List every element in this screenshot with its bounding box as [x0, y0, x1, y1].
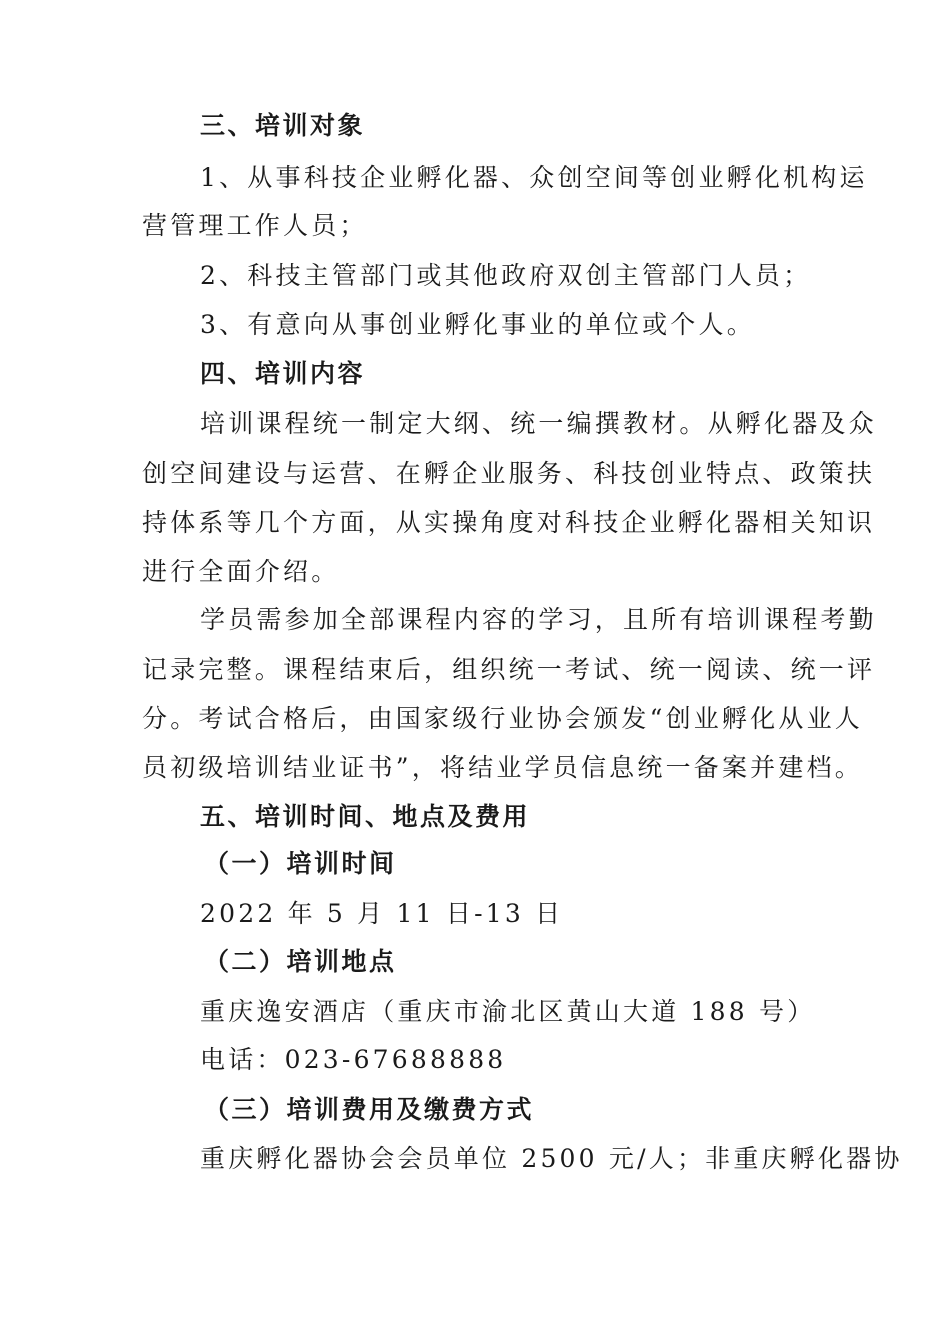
section-3-item-3: 3、有意向从事创业孵化事业的单位或个人。	[200, 310, 755, 339]
section-5-heading: 五、培训时间、地点及费用	[200, 802, 531, 831]
section-3-item-1-line-1: 1、从事科技企业孵化器、众创空间等创业孵化机构运	[200, 163, 868, 192]
section-4-heading: 四、培训内容	[200, 359, 366, 388]
section-4-para-2-line-2: 记录完整。课程结束后，组织统一考试、统一阅读、统一评	[142, 655, 876, 684]
section-5-sub-1-heading: （一）培训时间	[204, 849, 397, 878]
training-dates: 2022 年 5 月 11 日-13 日	[200, 899, 564, 928]
section-3-item-1-line-2: 营管理工作人员；	[142, 211, 368, 240]
section-3-item-2: 2、科技主管部门或其他政府双创主管部门人员；	[200, 261, 812, 290]
section-4-para-1-line-4: 进行全面介绍。	[142, 557, 340, 586]
training-address: 重庆逸安酒店（重庆市渝北区黄山大道 188 号）	[200, 997, 816, 1026]
section-4-para-1-line-3: 持体系等几个方面，从实操角度对科技企业孵化器相关知识	[142, 508, 876, 537]
section-4-para-2-line-3: 分。考试合格后，由国家级行业协会颁发“创业孵化从业人	[142, 704, 863, 733]
section-4-para-1-line-1: 培训课程统一制定大纲、统一编撰教材。从孵化器及众	[200, 409, 877, 438]
training-fee: 重庆孵化器协会会员单位 2500 元/人；非重庆孵化器协	[200, 1144, 903, 1173]
section-4-para-1-line-2: 创空间建设与运营、在孵企业服务、科技创业特点、政策扶	[142, 459, 876, 488]
section-4-para-2-line-4: 员初级培训结业证书”，将结业学员信息统一备案并建档。	[142, 753, 863, 782]
section-3-heading: 三、培训对象	[200, 111, 366, 140]
section-5-sub-2-heading: （二）培训地点	[204, 947, 397, 976]
training-phone: 电话：023-67688888	[200, 1045, 507, 1074]
section-4-para-2-line-1: 学员需参加全部课程内容的学习，且所有培训课程考勤	[200, 605, 877, 634]
section-5-sub-3-heading: （三）培训费用及缴费方式	[204, 1095, 535, 1124]
